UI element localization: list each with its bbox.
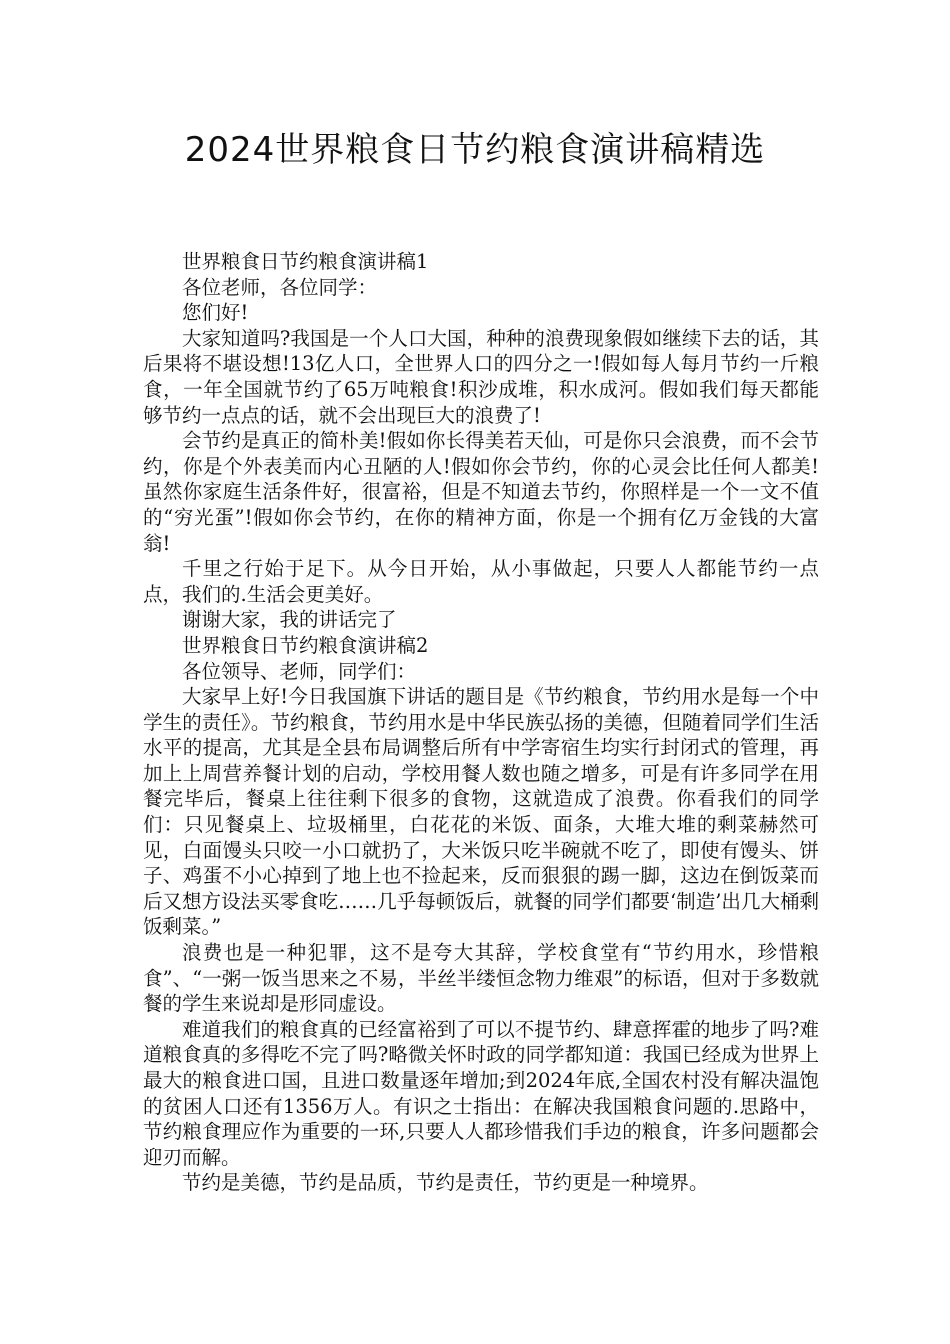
paragraph-hello: 您们好!: [182, 301, 249, 325]
document-title: 2024世界粮食日节约粮食演讲稿精选: [184, 130, 766, 170]
paragraph-body: 大家知道吗?我国是一个人口大国，种种的浪费现象假如继续下去的话，其后果将不堪设想!13亿人口，全世界人口的四分之一!假如每人每月节约一斤粮食，一年全国就节约了65万吨粮食!积沙成堆，积水成河。假如我们每天都能够节约一点点的话，就不会出现巨大的浪费了!: [143, 326, 819, 427]
paragraph-speech-2-heading: 世界粮食日节约粮食演讲稿2: [182, 633, 429, 657]
paragraph-closing: 谢谢大家，我的讲话完了: [182, 608, 397, 632]
paragraph-speech-1-heading: 世界粮食日节约粮食演讲稿1: [182, 250, 429, 273]
paragraph-body: 节约是美德，节约是品质，节约是责任，节约更是一种境界。: [182, 1171, 709, 1195]
paragraph-greeting-2: 各位领导、老师，同学们：: [182, 659, 417, 683]
paragraph-body: 难道我们的粮食真的已经富裕到了可以不提节约、肆意挥霍的地步了吗?难道粮食真的多得吃不完了吗?略微关怀时政的同学都知道：我国已经成为世界上最大的粮食进口国，且进口数量逐年增加;到2024年底,全国农村没有解决温饱的贫困人口还有1356万人。有识之士指出：在解决我国粮食问题的.思路中，节约粮食理应作为重要的一环,只要人人都珍惜我们手边的粮食，许多问题都会迎刃而解。: [143, 1017, 819, 1169]
document-body: [143, 249, 819, 1196]
paragraph-body: 会节约是真正的简朴美!假如你长得美若天仙，可是你只会浪费，而不会节约，你是个外表美而内心丑陋的人!假如你会节约，你的心灵会比任何人都美!虽然你家庭生活条件好，很富裕，但是不知道去节约，你照样是一个一文不值的“穷光蛋”!假如你会节约，在你的精神方面，你是一个拥有亿万金钱的大富翁!: [143, 429, 819, 555]
paragraph-body: 千里之行始于足下。从今日开始，从小事做起，只要人人都能节约一点点，我们的.生活会更美好。: [143, 557, 819, 606]
paragraph-greeting-1: 各位老师，各位同学：: [182, 275, 378, 299]
paragraph-body: 大家早上好!今日我国旗下讲话的题目是《节约粮食，节约用水是每一个中学生的责任》。节约粮食，节约用水是中华民族弘扬的美德，但随着同学们生活水平的提高，尤其是全县布局调整后所有中学寄宿生均实行封闭式的管理，再加上上周营养餐计划的启动，学校用餐人数也随之增多，可是有许多同学在用餐完毕后，餐桌上往往剩下很多的食物，这就造成了浪费。你看我们的同学们：只见餐桌上、垃圾桶里，白花花的米饭、面条，大堆大堆的剩菜赫然可见，白面馒头只咬一小口就扔了，大米饭只吃半碗就不吃了，即使有馒头、饼子、鸡蛋不小心掉到了地上也不捡起来，反而狠狠的踢一脚，这边在倒饭菜而后又想方设法买零食吃……几乎每顿饭后，就餐的同学们都要‘制造’出几大桶剩饭剩菜。”: [143, 685, 819, 939]
paragraph-body: 浪费也是一种犯罪，这不是夸大其辞，学校食堂有“节约用水，珍惜粮食”、“一粥一饭当思来之不易，半丝半缕恒念物力维艰”的标语，但对于多数就餐的学生来说却是形同虚设。: [143, 941, 819, 1016]
